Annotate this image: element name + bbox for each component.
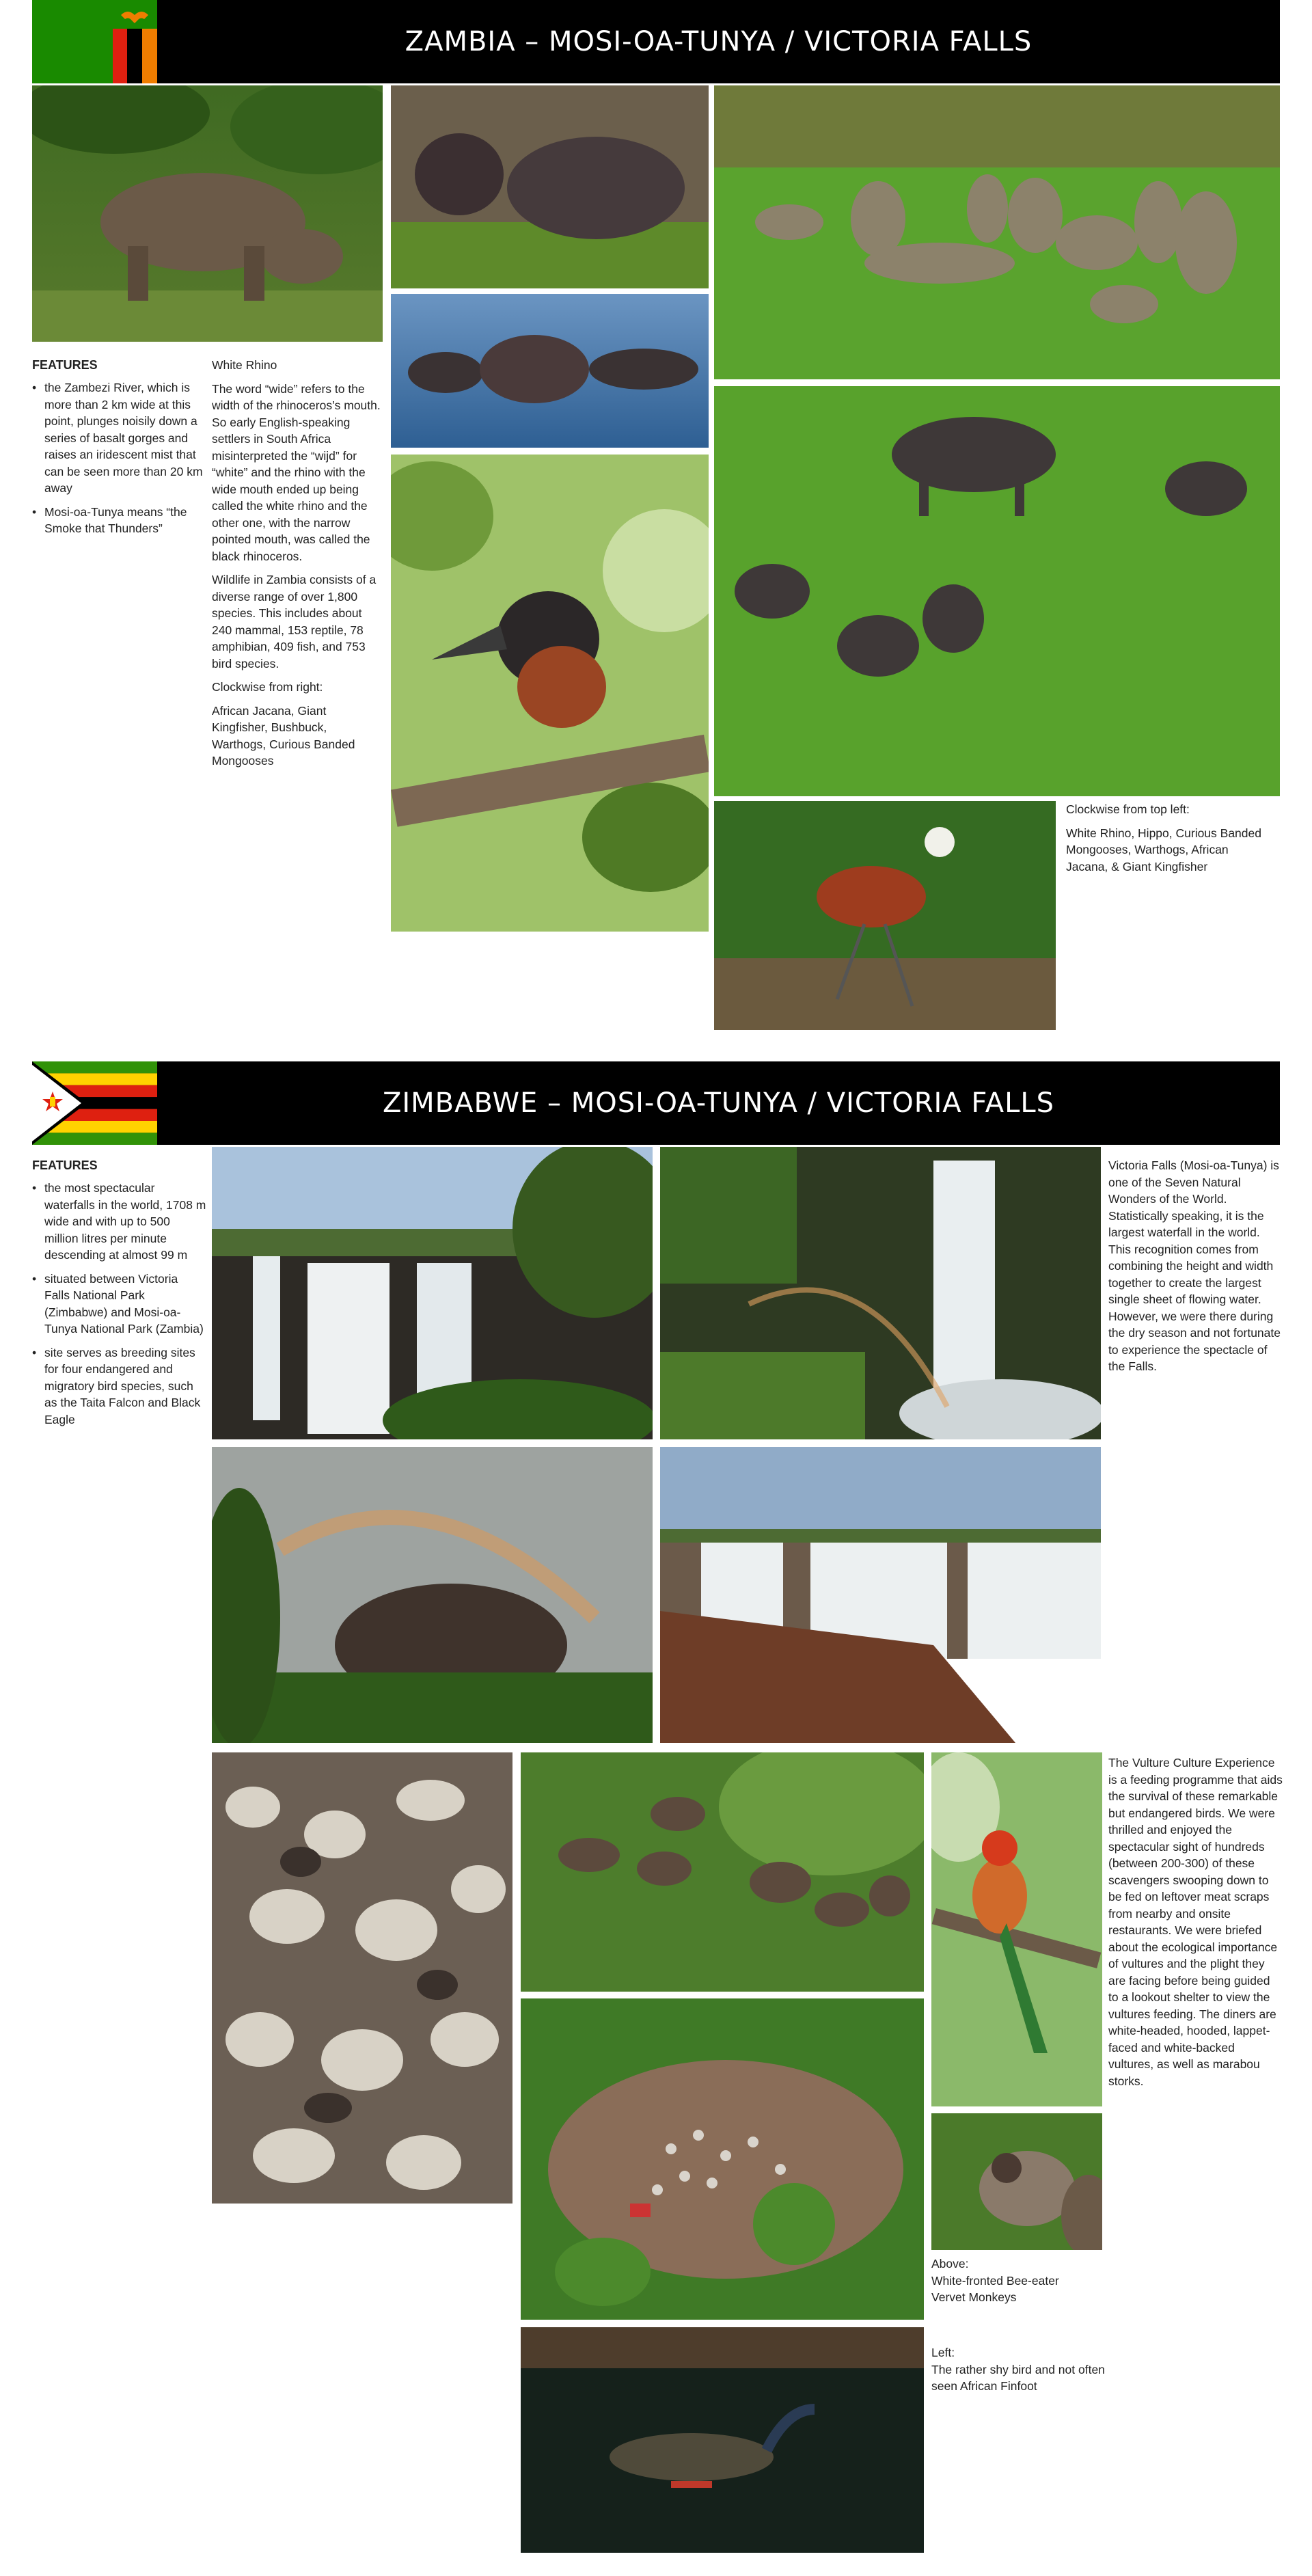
falls-text: Victoria Falls (Mosi-oa-Tunya) is one of the Seven Natural Wonders of the World. Statistically speaking, it is the largest waterfall in the world. This recognition comes from combining the height and width together to create the largest single sheet of flowing water. However, we were there during the dry season and not fortunate to experience the spectacle of the Falls.	[1108, 1158, 1281, 1373]
list-item: • the Zambezi River, which is more than 2 km wide at this point, plunges noisily down a series of basalt gorges and raises an iridescent mist that can be seen more than 20 km away	[32, 379, 203, 497]
rhino-heading: White Rhino	[212, 358, 277, 372]
photo-african-finfoot	[521, 2327, 924, 2553]
clockwise-right-label: Clockwise from right:	[212, 680, 323, 694]
wildlife-text: Wildlife in Zambia consists of a diverse range of over 1,800 species. This includes about 240 mammal, 153 reptile, 78 amphibian, 409 fish, and 753 bird species.	[212, 573, 377, 670]
above-caption	[931, 2255, 1123, 2306]
clockwise-right-text: African Jacana, Giant Kingfisher, Bushbuck, Warthogs, Curious Banded Mongooses	[212, 703, 355, 768]
zambia-photo-caption	[1066, 801, 1271, 882]
list-item: • Mosi-oa-Tunya means “the Smoke that Thunders”	[32, 504, 203, 537]
photo-victoria-falls-1	[212, 1147, 653, 1439]
above-caption-line: White-fronted Bee-eater	[931, 2273, 1059, 2288]
above-caption-label: Above:	[931, 2257, 969, 2270]
zimbabwe-features-heading: FEATURES	[32, 1158, 98, 1172]
left-caption-text: The rather shy bird and not often seen African Finfoot	[931, 2362, 1105, 2393]
photo-hippos-in-water	[391, 294, 709, 448]
photo-bee-eater	[931, 1752, 1102, 2106]
left-caption	[931, 2344, 1123, 2395]
zambia-features	[32, 357, 203, 544]
photo-warthogs	[714, 386, 1280, 796]
photo-african-jacana	[714, 801, 1056, 1030]
photo-vulture-feeding-aerial	[521, 1998, 924, 2320]
photo-falls-rainbow-mist	[212, 1447, 653, 1743]
zimbabwe-flag	[32, 1061, 157, 1145]
zambia-banner	[32, 0, 1280, 83]
left-caption-label: Left:	[931, 2346, 955, 2359]
zimbabwe-title: ZIMBABWE – MOSI-OA-TUNYA / VICTORIA FALLS	[382, 1087, 1055, 1119]
zimbabwe-banner	[32, 1061, 1280, 1145]
photo-vulture-crowd	[212, 1752, 512, 2204]
photo-white-rhino	[32, 85, 383, 342]
photo-hippos	[391, 85, 709, 288]
above-caption-line: Vervet Monkeys	[931, 2290, 1017, 2304]
zambia-title: ZAMBIA – MOSI-OA-TUNYA / VICTORIA FALLS	[405, 26, 1033, 57]
zimbabwe-features-list	[32, 1180, 206, 1428]
zambia-features-list	[32, 379, 203, 537]
rhino-body: The word “wide” refers to the width of the rhinoceros’s mouth. So early English-speaking settlers in South Africa misinterpreted the “wijd” for “white” and the rhino with the wide mouth ended up being called the white rhino and the other one, with the narrow pointed mouth, was called the black rhinoceros.	[212, 381, 381, 563]
vulture-text: The Vulture Culture Experience is a feeding programme that aids the survival of these remarkable but endangered birds. We were thrilled and enjoyed the spectacular sight of hundreds (between 200-300) of these scavengers swooping down to be fed on leftover meat scraps from nearby and onsite restaurants. We were briefed about the ecological importance of vultures and the plight they are facing before being guided to a lookout shelter to view the vultures feeding. The diners are white-headed, hooded, lappet-faced and white-backed vultures, as well as marabou storks.	[1108, 1756, 1283, 2088]
photo-victoria-falls-rainbow	[660, 1147, 1101, 1439]
list-item: • situated between Victoria Falls National Park (Zimbabwe) and Mosi-oa-Tunya National Park (Zambia)	[32, 1271, 206, 1338]
photo-banded-mongooses	[714, 85, 1280, 379]
photo-vervet-monkeys	[931, 2113, 1102, 2250]
photo-victoria-falls-wide	[660, 1447, 1101, 1743]
photo-vultures-in-trees	[521, 1752, 924, 1992]
clockwise-top-left-label: Clockwise from top left:	[1066, 802, 1190, 816]
zimbabwe-features	[32, 1157, 206, 1435]
photo-giant-kingfisher	[391, 455, 709, 932]
list-item: • the most spectacular waterfalls in the world, 1708 m wide and with up to 500 million litres per minute descending at almost 99 m	[32, 1180, 206, 1264]
list-item: • site serves as breeding sites for four endangered and migratory bird species, such as the Taita Falcon and Black Eagle	[32, 1344, 206, 1428]
zambia-features-heading: FEATURES	[32, 358, 98, 372]
zambia-flag	[32, 0, 157, 83]
clockwise-top-left-text: White Rhino, Hippo, Curious Banded Mongooses, Warthogs, African Jacana, & Giant Kingfisher	[1066, 826, 1261, 873]
zambia-rhino-column	[212, 357, 383, 776]
